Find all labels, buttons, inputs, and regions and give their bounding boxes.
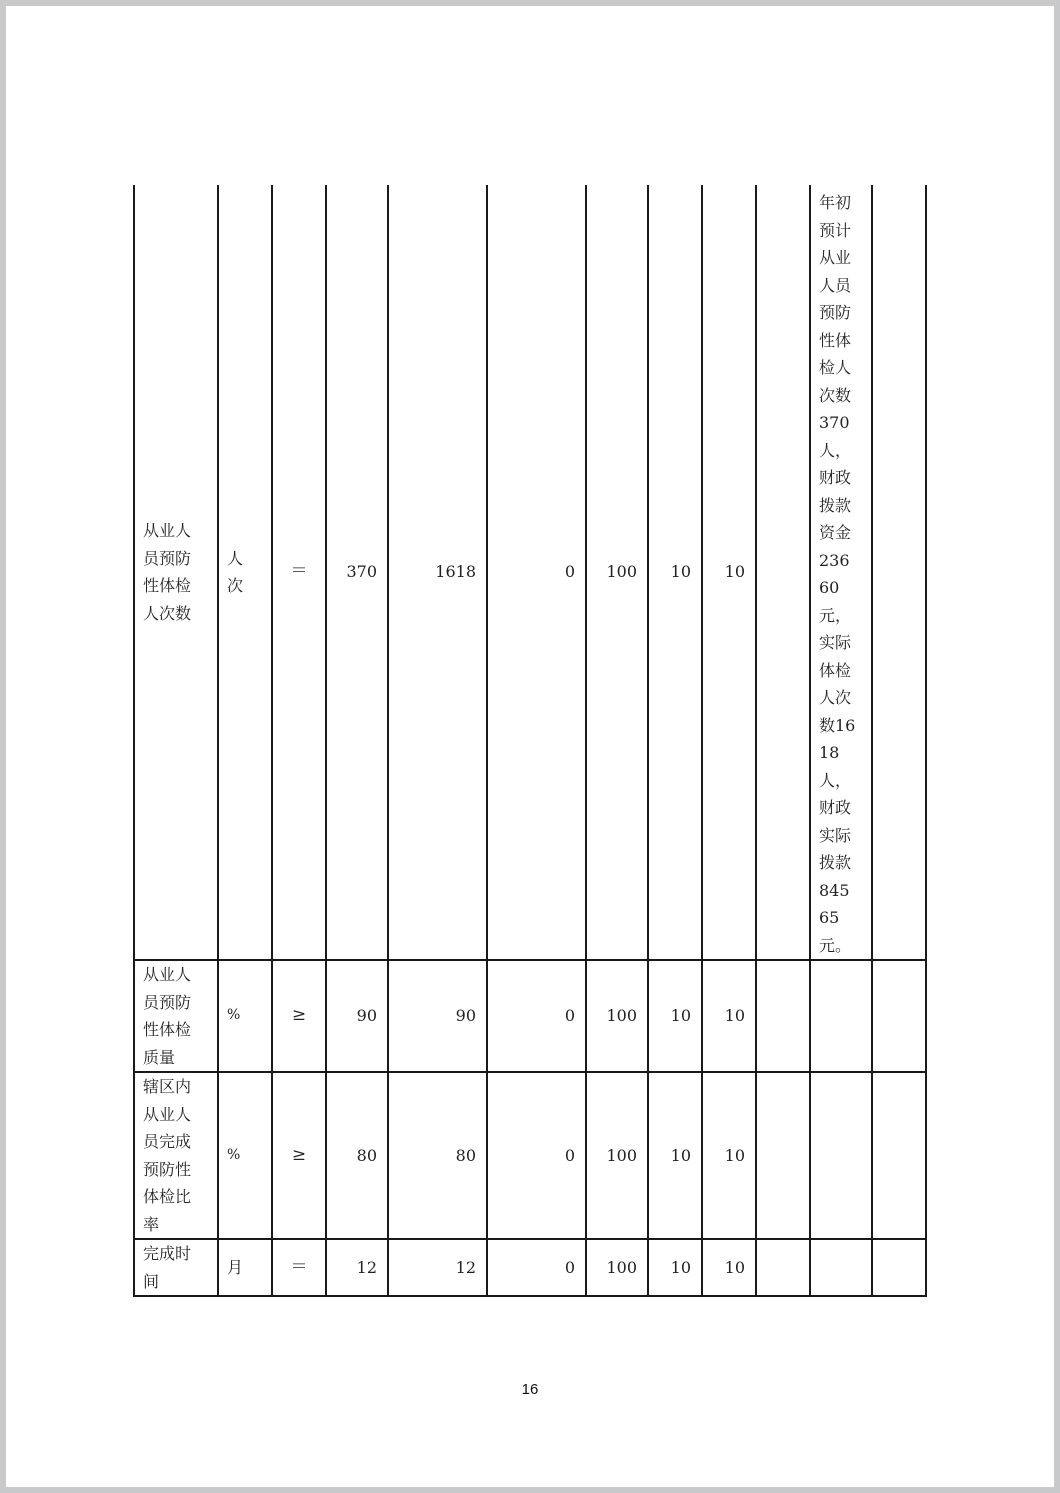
extra-cell — [872, 185, 926, 960]
budget-score-cell: 0 — [487, 185, 586, 960]
target-value-cell: 370 — [326, 185, 388, 960]
weight-cell: 10 — [648, 1239, 702, 1296]
score-cell: 10 — [702, 960, 756, 1072]
table-row — [134, 185, 926, 960]
unit-cell: % — [218, 960, 272, 1072]
deviation-reason-cell — [756, 1239, 810, 1296]
score-cell: 10 — [702, 185, 756, 960]
unit-cell: % — [218, 1072, 272, 1239]
table-row — [134, 960, 926, 1072]
budget-score-cell: 0 — [487, 1072, 586, 1239]
weight-cell: 10 — [648, 960, 702, 1072]
budget-score-cell: 0 — [487, 1239, 586, 1296]
operator-cell: ≥ — [272, 960, 326, 1072]
completion-rate-cell: 100 — [586, 1239, 648, 1296]
deviation-reason-cell — [756, 1072, 810, 1239]
budget-score-cell: 0 — [487, 960, 586, 1072]
deviation-reason-cell — [756, 185, 810, 960]
target-value-cell: 90 — [326, 960, 388, 1072]
unit-cell: 月 — [218, 1239, 272, 1296]
operator-cell: ＝ — [272, 1239, 326, 1296]
extra-cell — [872, 1072, 926, 1239]
indicator-name-cell: 从业人员预防性体检质量 — [134, 960, 218, 1072]
weight-cell: 10 — [648, 185, 702, 960]
performance-table — [133, 185, 927, 1297]
indicator-name-cell: 完成时间 — [134, 1239, 218, 1296]
actual-value-cell: 80 — [388, 1072, 487, 1239]
note-cell — [810, 960, 872, 1072]
note-cell — [810, 1239, 872, 1296]
note-cell — [810, 1072, 872, 1239]
extra-cell — [872, 1239, 926, 1296]
page-number: 16 — [521, 1381, 539, 1398]
table-row — [134, 1072, 926, 1239]
actual-value-cell: 12 — [388, 1239, 487, 1296]
completion-rate-cell: 100 — [586, 185, 648, 960]
indicator-name-cell: 从业人员预防性体检人次数 — [134, 185, 218, 960]
score-cell: 10 — [702, 1239, 756, 1296]
target-value-cell: 80 — [326, 1072, 388, 1239]
completion-rate-cell: 100 — [586, 1072, 648, 1239]
unit-cell: 人次 — [218, 185, 272, 960]
note-cell: 年初预计从业人员预防性体检人次数370人，财政拨款资金23660元，实际体检人次数1618人，财政实际拨款84565元。 — [810, 185, 872, 960]
operator-cell: ≥ — [272, 1072, 326, 1239]
completion-rate-cell: 100 — [586, 960, 648, 1072]
deviation-reason-cell — [756, 960, 810, 1072]
table-row — [134, 1239, 926, 1296]
weight-cell: 10 — [648, 1072, 702, 1239]
target-value-cell: 12 — [326, 1239, 388, 1296]
actual-value-cell: 1618 — [388, 185, 487, 960]
score-cell: 10 — [702, 1072, 756, 1239]
actual-value-cell: 90 — [388, 960, 487, 1072]
extra-cell — [872, 960, 926, 1072]
operator-cell: ＝ — [272, 185, 326, 960]
indicator-name-cell: 辖区内从业人员完成预防性体检比率 — [134, 1072, 218, 1239]
